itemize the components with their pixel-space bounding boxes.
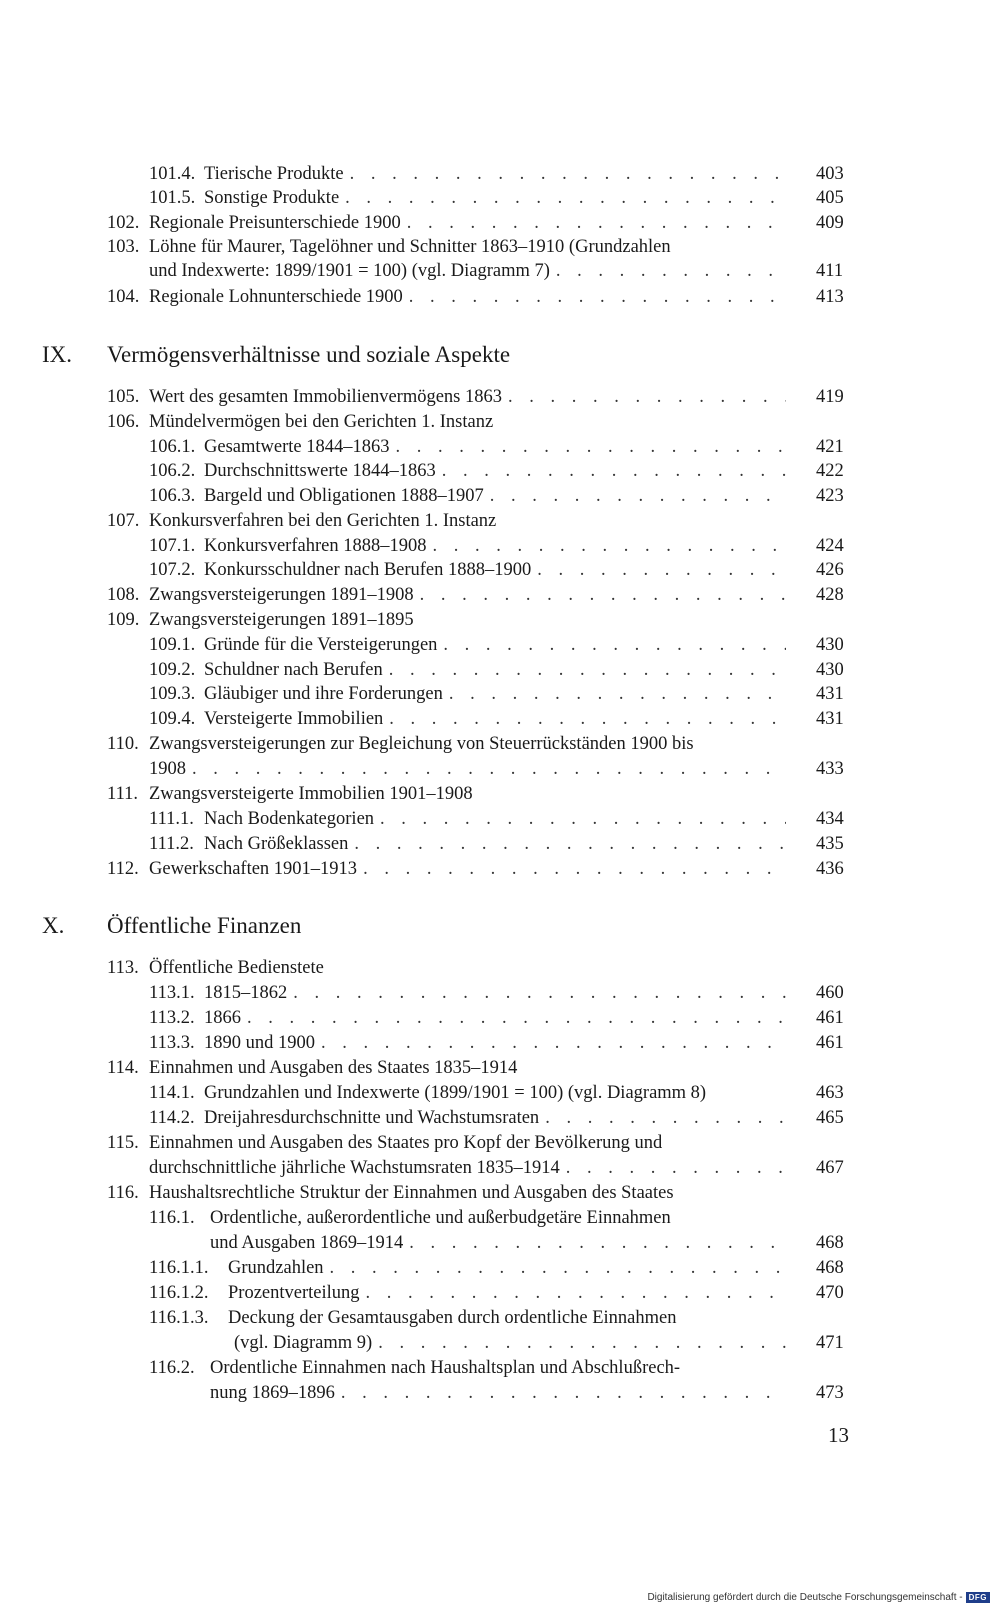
- leader-dots: [437, 633, 786, 658]
- entry-page: 473: [816, 1383, 844, 1403]
- leader-dots: [241, 1006, 786, 1031]
- chapter-title: Öffentliche Finanzen: [107, 913, 302, 938]
- leader-dots: [539, 1106, 786, 1131]
- entry-title: und Ausgaben 1869–1914: [210, 1233, 404, 1253]
- entry-title: Sonstige Produkte: [204, 188, 340, 208]
- toc-entry: [0, 459, 1000, 484]
- entry-title: Einnahmen und Ausgaben des Staates pro Kopf der Bevölkerung und: [149, 1133, 663, 1153]
- entry-number: 113.: [107, 958, 139, 978]
- entry-title: 1815–1862: [204, 983, 288, 1003]
- toc-entry: [0, 658, 1000, 683]
- entry-page: 428: [816, 585, 844, 605]
- entry-page: 431: [816, 709, 844, 729]
- entry-page: 468: [816, 1233, 844, 1253]
- toc-entry-continuation: [0, 1331, 1000, 1356]
- leader-dots: [403, 1231, 786, 1256]
- entry-number: 111.: [107, 784, 139, 804]
- toc-entry: [0, 981, 1000, 1006]
- entry-number: 111.2.: [149, 834, 194, 854]
- entry-number: 106.3.: [149, 486, 196, 506]
- entry-title: Grundzahlen: [228, 1258, 324, 1278]
- entry-title: Gläubiger und ihre Forderungen: [204, 684, 443, 704]
- toc-entry: [0, 857, 1000, 882]
- entry-page: 470: [816, 1283, 844, 1303]
- leader-dots: [357, 857, 786, 882]
- entry-number: 109.4.: [149, 709, 196, 729]
- entry-page: 409: [816, 213, 844, 233]
- entry-number: 109.2.: [149, 660, 196, 680]
- entry-title: 1908: [149, 759, 186, 779]
- entry-number: 108.: [107, 585, 140, 605]
- leader-dots: [426, 534, 786, 559]
- entry-title: Konkursverfahren bei den Gerichten 1. Instanz: [149, 511, 497, 531]
- entry-page: 424: [816, 536, 844, 556]
- entry-page: 421: [816, 437, 844, 457]
- leader-dots: [560, 1156, 786, 1181]
- entry-number: 113.2.: [149, 1008, 195, 1028]
- footer-text: Digitalisierung gefördert durch die Deutsche Forschungsgemeinschaft -: [647, 1592, 963, 1603]
- entry-title: Einnahmen und Ausgaben des Staates 1835–1914: [149, 1058, 518, 1078]
- leader-dots: [389, 435, 786, 460]
- entry-number: 116.1.1.: [149, 1258, 209, 1278]
- entry-page: 419: [816, 387, 844, 407]
- entry-page: 436: [816, 859, 844, 879]
- entry-title: Gewerkschaften 1901–1913: [149, 859, 358, 879]
- entry-page: 433: [816, 759, 844, 779]
- entry-title: durchschnittliche jährliche Wachstumsraten 1835–1914: [149, 1158, 560, 1178]
- leader-dots: [383, 658, 786, 683]
- entry-title: Grundzahlen und Indexwerte (1899/1901 = 100) (vgl. Diagramm 8): [204, 1083, 707, 1103]
- toc-entry: [0, 509, 1000, 534]
- toc-entry: [0, 732, 1000, 757]
- entry-number: 106.: [107, 412, 140, 432]
- chapter-number: X.: [42, 913, 65, 938]
- entry-title: Deckung der Gesamtausgaben durch ordentliche Einnahmen: [228, 1308, 677, 1328]
- entry-page: 460: [816, 983, 844, 1003]
- entry-page: 430: [816, 660, 844, 680]
- entry-title: Durchschnittswerte 1844–1863: [204, 461, 436, 481]
- entry-page: 468: [816, 1258, 844, 1278]
- leader-dots: [348, 832, 786, 857]
- entry-title: Ordentliche Einnahmen nach Haushaltsplan und Abschlußrech-: [210, 1358, 681, 1378]
- leader-dots: [287, 981, 786, 1006]
- entry-title: Gründe für die Versteigerungen: [204, 635, 438, 655]
- entry-number: 116.1.3.: [149, 1308, 209, 1328]
- entry-title: Konkursverfahren 1888–1908: [204, 536, 427, 556]
- toc-entry: [0, 807, 1000, 832]
- entry-page: 426: [816, 560, 844, 580]
- leader-dots: [344, 162, 786, 187]
- toc-entry: [0, 583, 1000, 608]
- chapter-heading: [0, 909, 1000, 943]
- entry-title: und Indexwerte: 1899/1901 = 100) (vgl. Diagramm 7): [149, 261, 550, 281]
- entry-number: 114.: [107, 1058, 139, 1078]
- toc-entry-continuation: [0, 259, 1000, 284]
- leader-dots: [403, 285, 786, 310]
- dfg-logo: DFG: [966, 1592, 990, 1603]
- entry-number: 116.2.: [149, 1358, 195, 1378]
- entry-title: Nach Größeklassen: [204, 834, 349, 854]
- entry-page: 434: [816, 809, 844, 829]
- entry-title: Tierische Produkte: [204, 164, 344, 184]
- leader-dots: [383, 707, 786, 732]
- chapter-heading: [0, 338, 1000, 372]
- toc-entry: [0, 1106, 1000, 1131]
- entry-title: Dreijahresdurchschnitte und Wachstumsraten: [204, 1108, 540, 1128]
- toc-entry-continuation: [0, 757, 1000, 782]
- toc-entry: [0, 682, 1000, 707]
- leader-dots: [186, 757, 786, 782]
- leader-dots: [550, 259, 786, 284]
- entry-title: Schuldner nach Berufen: [204, 660, 383, 680]
- entry-title: Nach Bodenkategorien: [204, 809, 375, 829]
- entry-page: 413: [816, 287, 844, 307]
- entry-number: 105.: [107, 387, 140, 407]
- leader-dots: [372, 1331, 786, 1356]
- leader-dots: [374, 807, 786, 832]
- toc-entry: [0, 1256, 1000, 1281]
- toc-entry: [0, 832, 1000, 857]
- toc-entry: [0, 285, 1000, 310]
- toc-entry: [0, 385, 1000, 410]
- toc-entry: [0, 1181, 1000, 1206]
- leader-dots: [401, 211, 786, 236]
- entry-number: 101.5.: [149, 188, 196, 208]
- leader-dots: [315, 1031, 786, 1056]
- entry-number: 104.: [107, 287, 140, 307]
- leader-dots: [443, 682, 786, 707]
- toc-entry: [0, 435, 1000, 460]
- entry-page: 465: [816, 1108, 844, 1128]
- toc-entry: [0, 1031, 1000, 1056]
- entry-title: Zwangsversteigerungen 1891–1895: [149, 610, 414, 630]
- entry-page: 405: [816, 188, 844, 208]
- entry-number: 106.1.: [149, 437, 196, 457]
- toc-entry-continuation: [0, 1156, 1000, 1181]
- entry-page: 430: [816, 635, 844, 655]
- entry-page: 461: [816, 1008, 844, 1028]
- entry-page: 435: [816, 834, 844, 854]
- entry-number: 107.: [107, 511, 140, 531]
- entry-number: 115.: [107, 1133, 139, 1153]
- entry-page: 422: [816, 461, 844, 481]
- toc-entry: [0, 956, 1000, 981]
- toc-entry: [0, 1306, 1000, 1331]
- page-number: 13: [828, 1423, 849, 1447]
- entry-number: 110.: [107, 734, 139, 754]
- entry-title: Prozentverteilung: [228, 1283, 360, 1303]
- entry-number: 112.: [107, 859, 139, 879]
- leader-dots: [414, 583, 786, 608]
- entry-title: Haushaltsrechtliche Struktur der Einnahmen und Ausgaben des Staates: [149, 1183, 674, 1203]
- leader-dots: [502, 385, 786, 410]
- entry-title: Regionale Lohnunterschiede 1900: [149, 287, 403, 307]
- entry-title: Zwangsversteigerungen zur Begleichung von Steuerrückständen 1900 bis: [149, 734, 694, 754]
- digitization-footer: [647, 1592, 990, 1603]
- chapter-number: IX.: [42, 342, 73, 367]
- entry-page: 467: [816, 1158, 844, 1178]
- toc-entry-continuation: [0, 1231, 1000, 1256]
- entry-number: 114.1.: [149, 1083, 195, 1103]
- leader-dots: [531, 558, 786, 583]
- entry-title: Zwangsversteigerungen 1891–1908: [149, 585, 414, 605]
- entry-number: 109.1.: [149, 635, 196, 655]
- entry-title: Wert des gesamten Immobilienvermögens 1863: [149, 387, 503, 407]
- entry-title: 1866: [204, 1008, 241, 1028]
- toc-entry: [0, 1206, 1000, 1231]
- entry-number: 106.2.: [149, 461, 196, 481]
- toc-entry: [0, 410, 1000, 435]
- entry-number: 103.: [107, 237, 140, 257]
- entry-number: 113.3.: [149, 1033, 195, 1053]
- entry-number: 116.1.: [149, 1208, 195, 1228]
- toc-entry: [0, 1131, 1000, 1156]
- entry-title: Versteigerte Immobilien: [204, 709, 384, 729]
- leader-dots: [436, 459, 786, 484]
- toc-entry: [0, 211, 1000, 236]
- leader-dots: [335, 1381, 786, 1406]
- entry-title: Konkursschuldner nach Berufen 1888–1900: [204, 560, 532, 580]
- toc-entry: [0, 782, 1000, 807]
- entry-number: 116.: [107, 1183, 139, 1203]
- toc-entry-continuation: [0, 1381, 1000, 1406]
- leader-dots: [360, 1281, 786, 1306]
- entry-number: 116.1.2.: [149, 1283, 209, 1303]
- chapter-title: Vermögensverhältnisse und soziale Aspekte: [107, 342, 511, 367]
- entry-title: Bargeld und Obligationen 1888–1907: [204, 486, 484, 506]
- toc-entry: [0, 235, 1000, 260]
- entry-page: 463: [816, 1083, 844, 1103]
- toc-entry: [0, 186, 1000, 211]
- entry-page: 461: [816, 1033, 844, 1053]
- entry-title: Öffentliche Bedienstete: [149, 958, 324, 978]
- entry-number: 101.4.: [149, 164, 196, 184]
- entry-number: 109.3.: [149, 684, 196, 704]
- toc-entry: [0, 1081, 1000, 1106]
- toc-entry: [0, 707, 1000, 732]
- entry-title: 1890 und 1900: [204, 1033, 315, 1053]
- entry-number: 109.: [107, 610, 140, 630]
- entry-page: 471: [816, 1333, 844, 1353]
- toc-entry: [0, 633, 1000, 658]
- entry-page: 411: [816, 261, 844, 281]
- entry-number: 107.1.: [149, 536, 196, 556]
- entry-title: Mündelvermögen bei den Gerichten 1. Instanz: [149, 412, 494, 432]
- entry-page: 403: [816, 164, 844, 184]
- toc-entry: [0, 1006, 1000, 1031]
- entry-title: Zwangsversteigerte Immobilien 1901–1908: [149, 784, 473, 804]
- entry-page: 431: [816, 684, 844, 704]
- entry-title: (vgl. Diagramm 9): [234, 1333, 373, 1353]
- toc-entry: [0, 1356, 1000, 1381]
- entry-number: 107.2.: [149, 560, 196, 580]
- toc-entry: [0, 1281, 1000, 1306]
- entry-title: nung 1869–1896: [210, 1383, 335, 1403]
- entry-number: 111.1.: [149, 809, 194, 829]
- entry-page: 423: [816, 486, 844, 506]
- entry-number: 113.1.: [149, 983, 195, 1003]
- toc-entry: [0, 484, 1000, 509]
- toc-entry: [0, 558, 1000, 583]
- toc-entry: [0, 608, 1000, 633]
- entry-title: Löhne für Maurer, Tagelöhner und Schnitter 1863–1910 (Grundzahlen: [149, 237, 671, 257]
- leader-dots: [324, 1256, 786, 1281]
- toc-entry: [0, 162, 1000, 187]
- entry-number: 102.: [107, 213, 140, 233]
- leader-dots: [484, 484, 786, 509]
- toc-entry: [0, 1056, 1000, 1081]
- entry-title: Gesamtwerte 1844–1863: [204, 437, 390, 457]
- leader-dots: [339, 186, 786, 211]
- entry-title: Ordentliche, außerordentliche und außerbudgetäre Einnahmen: [210, 1208, 671, 1228]
- toc-entry: [0, 534, 1000, 559]
- entry-number: 114.2.: [149, 1108, 195, 1128]
- entry-title: Regionale Preisunterschiede 1900: [149, 213, 401, 233]
